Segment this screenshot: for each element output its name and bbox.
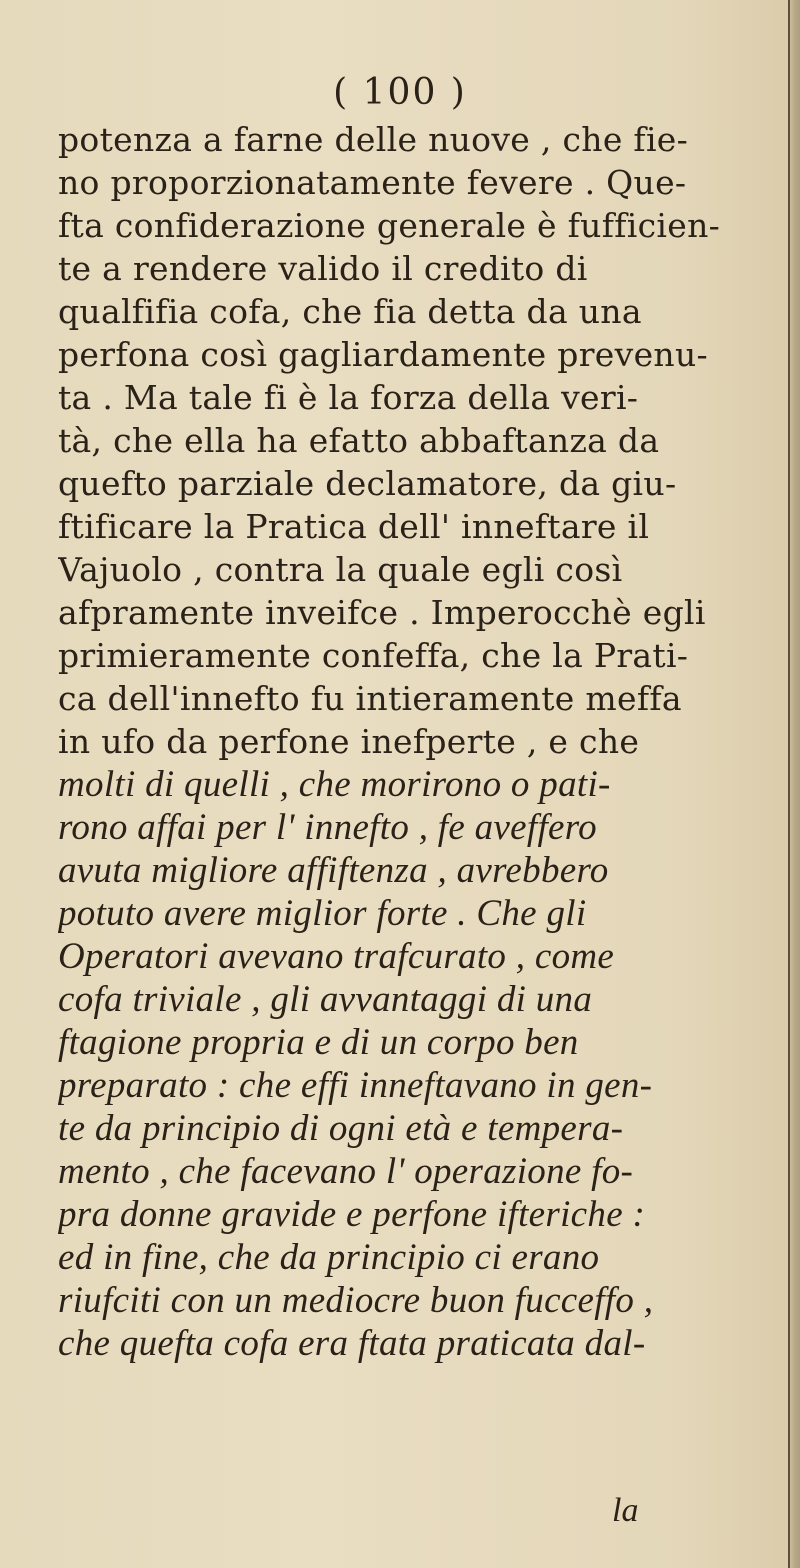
italic-text-line: ftagione propria e di un corpo ben bbox=[58, 1022, 579, 1063]
italic-text-line: Operatori avevano trafcurato , come bbox=[58, 936, 615, 977]
text-line: afpramente inveifce . Imperocchè egli bbox=[58, 593, 706, 632]
body-text bbox=[58, 118, 783, 1365]
text-line: perfona così gagliardamente prevenu- bbox=[58, 335, 708, 374]
text-line: no proporzionatamente fevere . Que- bbox=[58, 163, 687, 202]
italic-text-line: cofa triviale , gli avvantaggi di una bbox=[58, 979, 593, 1020]
text-line: qualfifia cofa, che fia detta da una bbox=[58, 292, 642, 331]
text-line: quefto parziale declamatore, da giu- bbox=[58, 464, 677, 503]
text-line: fta confiderazione generale è fufficien- bbox=[58, 206, 721, 245]
italic-text-line: rono affai per l' innefto , fe aveffero bbox=[58, 807, 597, 848]
page-number: ( 100 ) bbox=[333, 72, 467, 113]
italic-text-line: te da principio di ogni età e tempera- bbox=[58, 1108, 624, 1149]
italic-text-line: che quefta cofa era ftata praticata dal- bbox=[58, 1323, 646, 1364]
italic-text-line: mento , che facevano l' operazione fo- bbox=[58, 1151, 634, 1192]
text-line: ca dell'innefto fu intieramente meffa bbox=[58, 679, 682, 718]
italic-text-line: riufciti con un mediocre buon fucceffo , bbox=[58, 1280, 654, 1321]
text-line: potenza a farne delle nuove , che fie- bbox=[58, 120, 689, 159]
italic-text-line: molti di quelli , che morirono o pati- bbox=[58, 764, 611, 805]
catchword: la bbox=[612, 1492, 639, 1529]
text-line: in ufo da perfone inefperte , e che bbox=[58, 722, 640, 761]
text-line: ta . Ma tale fi è la forza della veri- bbox=[58, 378, 639, 417]
italic-text-line: potuto avere miglior forte . Che gli bbox=[58, 893, 587, 934]
text-line: te a rendere valido il credito di bbox=[58, 249, 588, 288]
italic-text-line: avuta migliore affiftenza , avrebbero bbox=[58, 850, 609, 891]
italic-text-line: preparato : che effi inneftavano in gen- bbox=[58, 1065, 653, 1106]
page-edge bbox=[788, 0, 800, 1568]
text-line: Vajuolo , contra la quale egli così bbox=[58, 550, 623, 589]
italic-text-line: ed in fine, che da principio ci erano bbox=[58, 1237, 600, 1278]
text-line: tà, che ella ha efatto abbaftanza da bbox=[58, 421, 660, 460]
text-line: ftificare la Pratica dell' inneftare il bbox=[58, 507, 650, 546]
italic-text-line: pra donne gravide e perfone ifteriche : bbox=[58, 1194, 646, 1235]
text-line: primieramente confeffa, che la Prati- bbox=[58, 636, 689, 675]
